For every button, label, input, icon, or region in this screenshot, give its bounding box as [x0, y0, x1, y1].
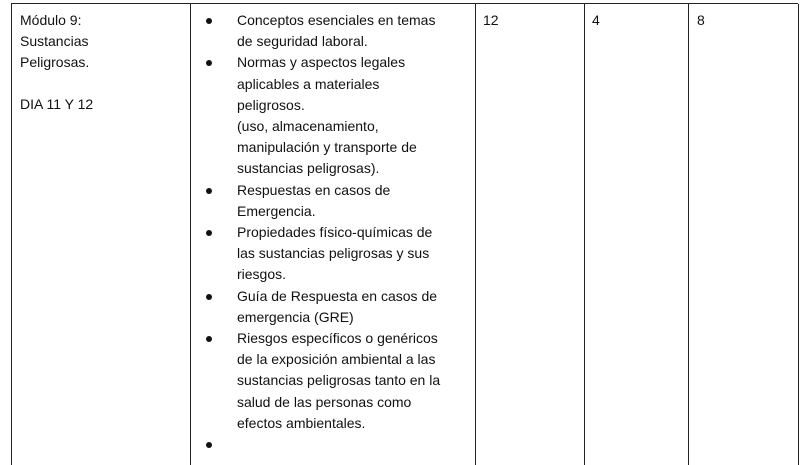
list-item [197, 52, 475, 179]
column-divider [475, 4, 476, 465]
theory-hours: 4 [592, 12, 600, 28]
column-divider [584, 4, 585, 465]
list-item [197, 180, 475, 222]
topic-text: Conceptos esenciales en temas de seguridad laboral. [237, 12, 436, 50]
bullet-icon [206, 442, 212, 448]
column-divider [798, 4, 799, 465]
column-divider [190, 4, 191, 465]
bullet-icon [206, 18, 212, 24]
module-title: Módulo 9: Sustancias Peligrosas. [20, 12, 90, 70]
practice-hours: 8 [697, 12, 705, 28]
list-item [197, 286, 475, 328]
topic-text: Propiedades físico-químicas de las sustancias peligrosas y sus riesgos. [237, 224, 433, 283]
topic-text: Riesgos específicos o genéricos de la exposición ambiental a las sustancias peligrosas tanto en la salud de las personas como efectos ambientales. [237, 330, 441, 431]
list-item [197, 222, 475, 286]
bullet-icon [206, 188, 212, 194]
column-divider [688, 4, 689, 465]
list-item [197, 328, 475, 434]
list-item [197, 10, 475, 52]
module-days: DIA 11 Y 12 [20, 96, 94, 112]
bullet-icon [206, 60, 212, 66]
topic-text: Normas y aspectos legales aplicables a materiales peligrosos. (uso, almacenamiento, manipulación y transporte de sustancias peligrosas). [237, 54, 417, 177]
total-hours: 12 [483, 12, 499, 28]
course-table [11, 3, 798, 465]
topic-list [197, 10, 475, 434]
topic-text: Respuestas en casos de Emergencia. [237, 181, 391, 219]
topic-text: Guía de Respuesta en casos de emergencia (GRE) [237, 287, 438, 325]
bullet-icon [206, 336, 212, 342]
bullet-icon [206, 230, 212, 236]
bullet-icon [206, 294, 212, 300]
